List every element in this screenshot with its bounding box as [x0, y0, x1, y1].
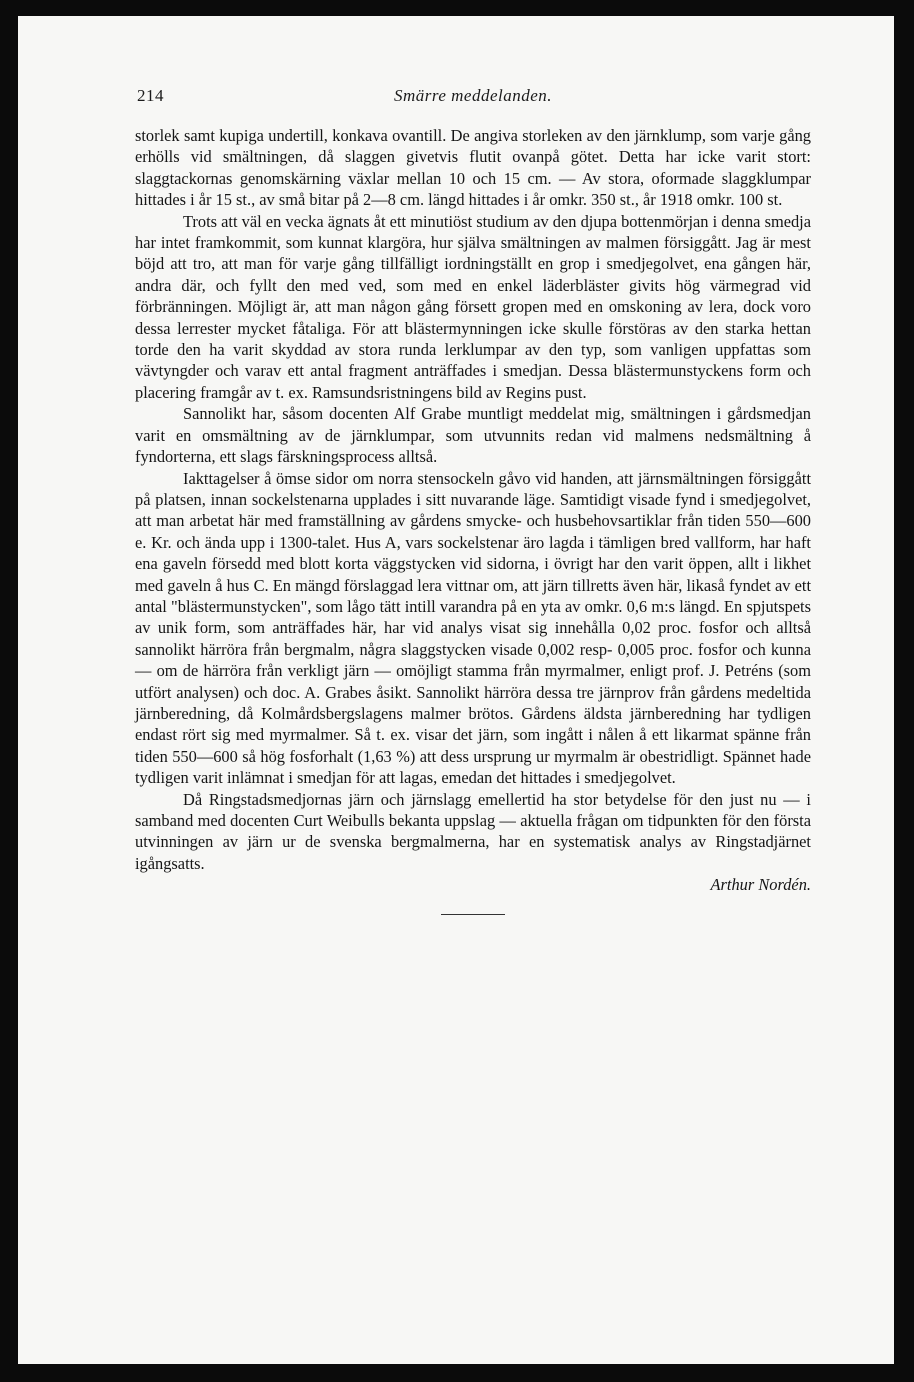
- running-title: Smärre meddelanden.: [393, 86, 553, 105]
- page-number: 214: [137, 86, 164, 105]
- page-header: [137, 86, 809, 116]
- paragraph: Iakttagelser å ömse sidor om norra stensockeln gåvo vid handen, att järnsmältningen försiggått på platsen, innan sockelstenarna upplades i sitt nuvarande läge. Samtidigt visade fynd i smedjegolvet, att man arbetat här med framställning av gårdens smycke- och husbehovsartiklar från tiden 550—600 e. Kr. och ända upp i 1300-talet. Hus A, vars sockelstenar äro lagda i tämligen bred vallform, har haft ena gaveln försedd med blott korta väggstycken vid sidorna, i övrigt har den varit öppen, allt i likhet med gaveln å hus C. En mängd förslaggad lera vittnar om, att järn tillretts även här, likaså fyndet av ett antal "blästermunstycken", som lågo tätt intill varandra på en yta av omkr. 0,6 m:s längd. En spjutspets av unik form, som anträffades här, har vid analys visat sig innehålla 0,02 proc. fosfor och alltså sannolikt härröra från bergmalm, några slaggstycken visade 0,002 resp- 0,005 proc. fosfor och kunna — om de härröra från verkligt järn — omöjligt stamma från myrmalmer, enligt prof. J. Petréns (som utfört analysen) och doc. A. Grabes åsikt. Sannolikt härröra dessa tre järnprov från gårdens medeltida järnberedning, då Kolmårdsbergslagens malmer brötos. Gårdens äldsta järnberedning har tydligen endast rört sig med myrmalmer. Så t. ex. visar det järn, som ingått i nålen å ett likarmat spänne från tiden 550—600 så hög fosforhalt (1,63 %) att dess ursprung ur myrmalm är obestridligt. Spännet hade tydligen varit inlämnat i smedjan för att lagas, emedan det hittades i smedjegolvet.: [135, 468, 811, 788]
- article-body: [135, 125, 811, 915]
- author-signature: Arthur Nordén.: [710, 875, 811, 895]
- paragraph-continued: storlek samt kupiga undertill, konkava ovantill. De angiva storleken av den järnklump, som varje gång erhölls vid smältningen, då slaggen givetvis flutit ovanpå götet. Detta har icke varit stort: slaggtackornas genomskärning växlar mellan 10 och 15 cm. — Av stora, oformade slaggklumpar hittades i år 15 st., av små bitar på 2—8 cm. längd hittades i år omkr. 350 st., år 1918 omkr. 100 st.: [135, 126, 811, 210]
- paragraph: Då Ringstadsmedjornas järn och järnslagg emellertid ha stor betydelse för den just nu — i samband med docenten Curt Weibulls bekanta uppslag — aktuella frågan om tidpunkten för den första utvinningen av järn ur de svenska bergmalmerna, har en systematisk analys av Ringstadjärnet igångsatts.: [135, 789, 811, 873]
- paragraph: Trots att väl en vecka ägnats åt ett minutiöst studium av den djupa bottenmörjan i denna smedja har intet framkommit, som kunnat klargöra, hur själva smältningen av malmen försiggått. Jag är mest böjd att tro, att man för varje gång tillfälligt iordningställt en grop i smedjegolvet, ena gången här, andra där, och fyllt den med ved, som med en enkel läderbläster givits hög värmegrad vid förbränningen. Möjligt är, att man någon gång försett gropen med en omskoning av lera, dock voro dessa lerrester mycket fåtaliga. För att blästermynningen icke skulle förstöras av den starka hettan torde den ha varit skyddad av stora runda lerklumpar av den typ, som vanligen uppfattas som vävtyngder och varav ett antal fragment anträffades i smedjan. Dessa blästermunstyckens form och placering framgår av t. ex. Ramsundsristningens bild av Regins pust.: [135, 211, 811, 402]
- paragraph: Sannolikt har, såsom docenten Alf Grabe muntligt meddelat mig, smältningen i gårdsmedjan varit en omsmältning av de järnklumpar, som utvunnits redan vid malmens nedsmältning å fyndorterna, ett slags färskningsprocess alltså.: [135, 404, 811, 467]
- end-rule: [441, 914, 505, 915]
